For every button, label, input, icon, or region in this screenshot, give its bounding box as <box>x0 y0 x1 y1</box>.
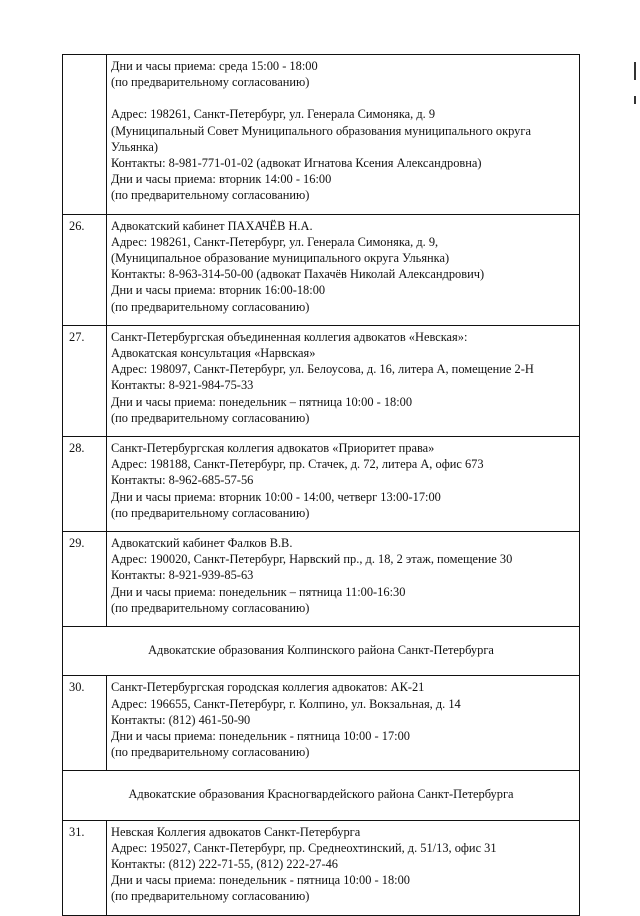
entry-line: (Муниципальный Совет Муниципального образования муниципального округа <box>111 123 531 138</box>
entry-line: Дни и часы приема: понедельник - пятница 10:00 - 17:00 <box>111 728 410 743</box>
section-title: Адвокатские образования Красногвардейского района Санкт-Петербурга <box>63 771 580 820</box>
entry-line: Адрес: 198188, Санкт-Петербург, пр. Стачек, д. 72, литера А, офис 673 <box>111 457 484 472</box>
entry-line: Контакты: (812) 461-50-90 <box>111 712 251 727</box>
entry-line: (по предварительному согласованию) <box>111 505 310 520</box>
entry-line: (по предварительному согласованию) <box>111 188 310 203</box>
entry-line: Контакты: (812) 222-71-55, (812) 222-27-46 <box>111 856 338 871</box>
entry-number: 26. <box>63 214 107 325</box>
entry-line: Контакты: 8-981-771-01-02 (адвокат Игнатова Ксения Александровна) <box>111 156 482 171</box>
entry-line: Дни и часы приема: понедельник – пятница 10:00 - 18:00 <box>111 394 413 409</box>
entry-details <box>107 55 580 215</box>
entry-number: 31. <box>63 820 107 915</box>
entry-number: 29. <box>63 532 107 627</box>
entry-line: Адрес: 198261, Санкт-Петербург, ул. Генерала Симоняка, д. 9, <box>111 234 439 249</box>
entry-line: Адрес: 198261, Санкт-Петербург, ул. Генерала Симоняка, д. 9 <box>111 107 436 122</box>
entry-row <box>63 676 580 771</box>
entry-line: Адвокатская консультация «Нарвская» <box>111 346 316 361</box>
entry-details <box>107 532 580 627</box>
entry-line: (по предварительному согласованию) <box>111 889 310 904</box>
entry-line: (по предварительному согласованию) <box>111 75 310 90</box>
entry-number: 27. <box>63 325 107 436</box>
entry-line: Контакты: 8-963-314-50-00 (адвокат Пахачёв Николай Александрович) <box>111 267 485 282</box>
entry-line: Ульянка) <box>111 139 158 154</box>
entry-line: Дни и часы приема: вторник 16:00-18:00 <box>111 283 326 298</box>
entry-row <box>63 437 580 532</box>
entry-row <box>63 325 580 436</box>
entry-line: Дни и часы приема: среда 15:00 - 18:00 <box>111 59 318 73</box>
entry-row <box>63 55 580 215</box>
entry-line: Адрес: 198097, Санкт-Петербург, ул. Белоусова, д. 16, литера А, помещение 2-Н <box>111 362 534 377</box>
entry-line: Дни и часы приема: вторник 10:00 - 14:00, четверг 13:00-17:00 <box>111 489 441 504</box>
entry-line: Адрес: 196655, Санкт-Петербург, г. Колпино, ул. Вокзальная, д. 14 <box>111 696 461 711</box>
entry-details <box>107 820 580 915</box>
entry-line: Адрес: 190020, Санкт-Петербург, Нарвский пр., д. 18, 2 этаж, помещение 30 <box>111 552 513 567</box>
entry-line: Дни и часы приема: вторник 14:00 - 16:00 <box>111 172 332 187</box>
entry-number: 28. <box>63 437 107 532</box>
entry-line: (по предварительному согласованию) <box>111 410 310 425</box>
entry-line: (по предварительному согласованию) <box>111 299 310 314</box>
entry-row <box>63 214 580 325</box>
section-header-row <box>63 627 580 676</box>
scan-edge-mark <box>634 62 636 80</box>
entry-line: Адрес: 195027, Санкт-Петербург, пр. Среднеохтинский, д. 51/13, офис 31 <box>111 840 497 855</box>
entry-details <box>107 325 580 436</box>
blank-line <box>111 90 575 106</box>
entry-row <box>63 820 580 915</box>
section-title: Адвокатские образования Колпинского района Санкт-Петербурга <box>63 627 580 676</box>
registry-table-body <box>63 55 580 916</box>
entry-number: 30. <box>63 676 107 771</box>
entry-details <box>107 214 580 325</box>
entry-line: Дни и часы приема: понедельник – пятница 11:00-16:30 <box>111 584 406 599</box>
entry-line: (по предварительному согласованию) <box>111 745 310 760</box>
entry-row <box>63 532 580 627</box>
entry-line: Контакты: 8-921-984-75-33 <box>111 378 254 393</box>
entry-line: Санкт-Петербургская городская коллегия адвокатов: АК-21 <box>111 680 425 695</box>
entry-line: Санкт-Петербургская коллегия адвокатов «Приоритет права» <box>111 441 435 456</box>
section-header-row <box>63 771 580 820</box>
entry-line: (по предварительному согласованию) <box>111 600 310 615</box>
entry-line: Адвокатский кабинет ПАХАЧЁВ Н.А. <box>111 218 313 233</box>
entry-number <box>63 55 107 215</box>
scan-edge-mark <box>634 96 636 104</box>
entry-line: Контакты: 8-962-685-57-56 <box>111 473 254 488</box>
entry-details <box>107 676 580 771</box>
entry-line: Контакты: 8-921-939-85-63 <box>111 568 254 583</box>
entry-line: Невская Коллегия адвокатов Санкт-Петербурга <box>111 824 361 839</box>
entry-line: Санкт-Петербургская объединенная коллегия адвокатов «Невская»: <box>111 329 468 344</box>
entry-line: Адвокатский кабинет Фалков В.В. <box>111 536 293 551</box>
entry-details <box>107 437 580 532</box>
registry-table <box>62 54 580 916</box>
entry-line: Дни и часы приема: понедельник - пятница 10:00 - 18:00 <box>111 873 410 888</box>
entry-line: (Муниципальное образование муниципального округа Ульянка) <box>111 251 450 266</box>
